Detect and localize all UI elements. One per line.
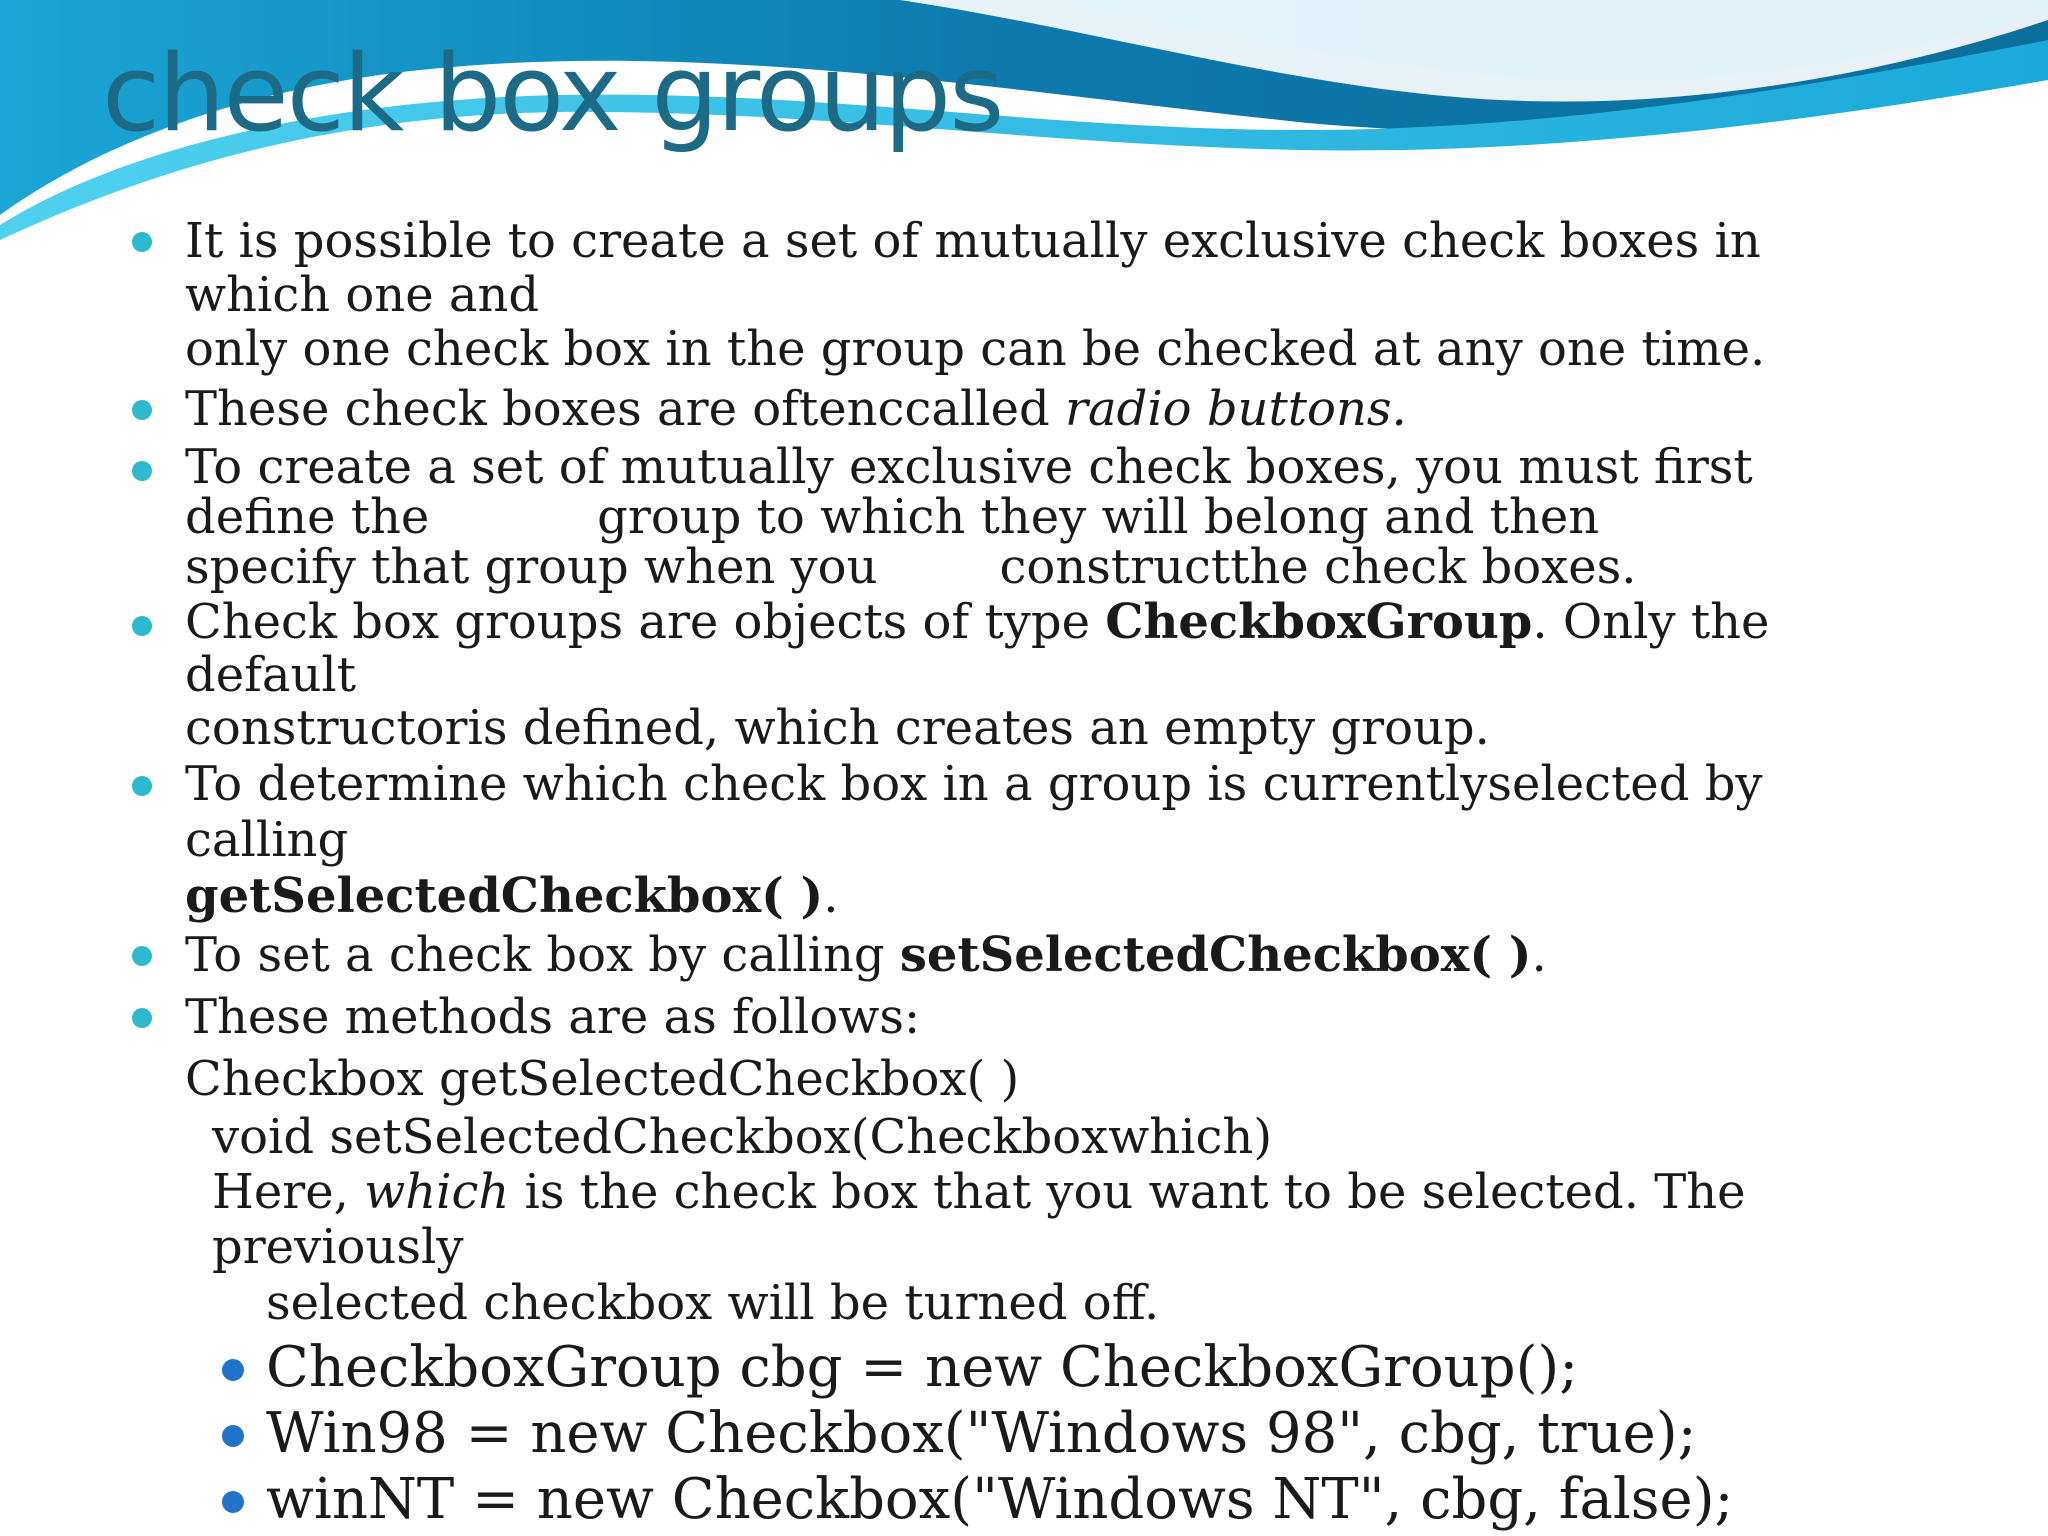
bullet-dot	[132, 232, 152, 252]
sub-bullet-dot	[222, 1359, 244, 1381]
bullet-text-line: specify that group when you constructthe check boxes.	[185, 539, 1637, 595]
param-name-italic: which	[364, 1164, 510, 1220]
bullet-methods-intro	[185, 990, 1765, 1044]
bullet-text-line: default	[185, 647, 357, 703]
bullet-dot	[132, 461, 152, 481]
bullet-text-line: define the group to which they will belong and then	[185, 489, 1600, 545]
bullet-text-line: which one and	[185, 267, 540, 323]
bullet-text: To set a check box by calling	[185, 927, 900, 983]
bullet-set-selected	[185, 928, 1765, 982]
method-description: selected checkbox will be turned off.	[266, 1275, 1160, 1331]
method-name-bold: getSelectedCheckbox( )	[185, 868, 824, 924]
bullet-emphasis: radio buttons.	[1065, 381, 1407, 437]
code-line: CheckboxGroup cbg = new CheckboxGroup();	[266, 1335, 1579, 1400]
bullet-text: These check boxes are oftenccalled	[185, 381, 1066, 437]
method-signature-get: Checkbox getSelectedCheckbox( )	[185, 1051, 1020, 1107]
bullet-dot	[132, 400, 152, 420]
sub-bullet-dot	[222, 1425, 244, 1447]
bullet-dot	[132, 946, 152, 966]
bullet-mutually-exclusive	[185, 214, 1765, 376]
bullet-text: Check box groups are objects of type	[185, 594, 1106, 650]
method-name-bold: setSelectedCheckbox( )	[899, 927, 1532, 983]
method-signature-set: void setSelectedCheckbox(Checkboxwhich)	[212, 1109, 1273, 1165]
description-text: Here,	[212, 1164, 365, 1220]
bullet-text: . Only the	[1532, 594, 1770, 650]
method-description	[212, 1165, 1746, 1219]
bullet-text-line: To determine which check box in a group is currentlyselected by	[185, 756, 1763, 812]
bullet-dot	[132, 616, 152, 636]
bullet-text-line: only one check box in the group can be checked at any one time.	[185, 321, 1766, 377]
bullet-text-line: To create a set of mutually exclusive check boxes, you must first	[185, 439, 1753, 495]
code-line: Win98 = new Checkbox("Windows 98", cbg, true);	[266, 1401, 1697, 1466]
bullet-text: .	[1531, 927, 1547, 983]
bullet-dot	[132, 776, 152, 796]
bullet-get-selected	[185, 756, 1765, 924]
bullet-text: .	[823, 868, 839, 924]
slide-title: check box groups	[102, 32, 1003, 155]
bullet-text-line: calling	[185, 812, 349, 868]
description-text: is the check box that you want to be selected. The	[509, 1164, 1746, 1220]
bullet-define-group	[185, 439, 1765, 595]
bullet-dot	[132, 1008, 152, 1028]
bullet-radio-buttons	[185, 382, 1765, 436]
bullet-text-line: constructoris defined, which creates an empty group.	[185, 700, 1490, 756]
code-line: winNT = new Checkbox("Windows NT", cbg, false);	[266, 1467, 1734, 1532]
method-description: previously	[212, 1219, 464, 1275]
bullet-text-line: These methods are as follows:	[185, 989, 921, 1045]
class-name-bold: CheckboxGroup	[1105, 594, 1533, 650]
sub-bullet-dot	[222, 1491, 244, 1513]
bullet-text-line: It is possible to create a set of mutually exclusive check boxes in	[185, 213, 1761, 269]
bullet-checkboxgroup-type	[185, 594, 1770, 756]
